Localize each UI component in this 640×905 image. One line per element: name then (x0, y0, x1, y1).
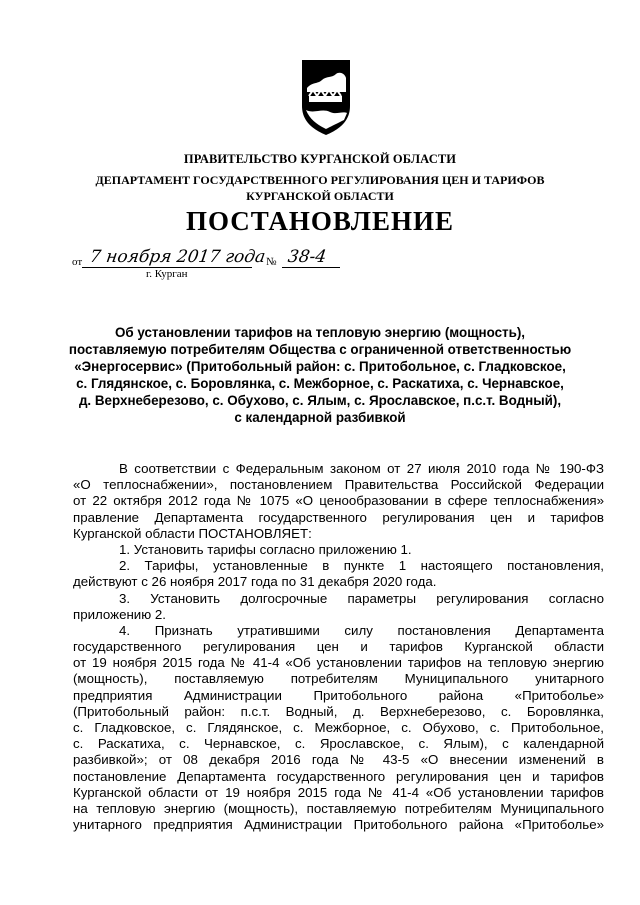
body-line: с. Гладковское, с. Глядянское, с. Межборное, с. Обухово, с. Притобольное, (73, 720, 604, 735)
body-line: 1. Установить тарифы согласно приложению 1. (119, 541, 412, 557)
title-line: «Энергосервис» (Притобольный район: с. Притобольное, с. Гладковское, (74, 359, 566, 374)
body-line: (мощность), поставляемую потребителям Муниципального унитарного (73, 671, 604, 687)
title-line: Об установлении тарифов на тепловую энергию (мощность), (114, 325, 526, 340)
body-line: предприятия Администрации Притобольного района «Притоболье» (73, 687, 604, 703)
body-line: В соответствии с Федеральным законом от 27 июля 2010 года № 190-ФЗ (119, 461, 604, 476)
body-line: приложению 2. (73, 606, 166, 622)
department-name-region: КУРГАНСКОЙ ОБЛАСТИ (246, 189, 394, 203)
body-line: действуют с 26 ноября 2017 года по 31 декабря 2020 года. (73, 574, 437, 590)
government-name: ПРАВИТЕЛЬСТВО КУРГАНСКОЙ ОБЛАСТИ (183, 152, 457, 166)
resolution-title (0, 324, 640, 426)
title-line: с. Глядянское, с. Боровлянка, с. Межборное, с. Раскатиха, с. Чернавское, (76, 376, 564, 391)
body-line: разбивкой»; от 08 декабря 2016 года № 43-5 «О внесении изменений в (73, 752, 604, 768)
date-from-label: от (72, 256, 83, 268)
body-line: от 19 ноября 2015 года № 41-4 «Об установлении тарифов на тепловую энергию (73, 655, 604, 671)
body-line: от 22 октября 2012 года № 1075 «О ценообразовании в сфере теплоснабжения» (73, 493, 604, 509)
body-line: Курганской области ПОСТАНОВЛЯЕТ: (73, 525, 312, 541)
number-underline (282, 267, 340, 268)
body-line: постановление Департамента государственного регулирования цен и тарифов (73, 768, 604, 784)
body-line: 2. Тарифы, установленные в пункте 1 настоящего постановления, (119, 558, 604, 574)
body-line: унитарного предприятия Администрации Притобольного района «Притоболье» (73, 817, 604, 833)
body-line: «О теплоснабжении», постановлением Правительства Российской Федерации (73, 477, 604, 493)
body-line: (Притобольный район: п.с.т. Водный, д. Верхнеберезово, с. Боровлянка, (73, 703, 604, 719)
resolution-body (73, 461, 604, 833)
title-line: д. Верхнеберезово, с. Обухово, с. Ялым, с. Ярославское, п.с.т. Водный), (78, 393, 562, 408)
body-line: правление Департамента государственного регулирования цен и тарифов (73, 509, 604, 525)
body-line: 3. Установить долгосрочные параметры регулирования согласно (119, 590, 604, 606)
body-line: Курганской области от 19 ноября 2015 года № 41-4 «Об установлении тарифов (73, 784, 604, 800)
body-line: государственного регулирования цен и тарифов Курганской области (73, 639, 604, 655)
body-line: 4. Признать утратившими силу постановления Департамента (119, 622, 604, 638)
title-line: поставляемую потребителям Общества с ограниченной ответственностью (68, 342, 572, 357)
city-name: г. Курган (146, 268, 188, 280)
handwritten-date: 7 ноября 2017 года (88, 247, 267, 267)
number-label: № (266, 256, 277, 268)
handwritten-number: 38-4 (286, 247, 328, 267)
body-line: с. Раскатиха, с. Чернавское, с. Ярославское, с. Ялым), с календарной (73, 736, 604, 752)
coat-of-arms-emblem (300, 58, 352, 136)
dateline (72, 247, 372, 281)
document-type: ПОСТАНОВЛЕНИЕ (185, 206, 455, 236)
body-line: на тепловую энергию (мощность), поставляемую потребителям Муниципального (73, 800, 604, 816)
title-line: с календарной разбивкой (234, 410, 406, 425)
department-name: ДЕПАРТАМЕНТ ГОСУДАРСТВЕННОГО РЕГУЛИРОВАНИЯ ЦЕН И ТАРИФОВ (95, 173, 545, 187)
